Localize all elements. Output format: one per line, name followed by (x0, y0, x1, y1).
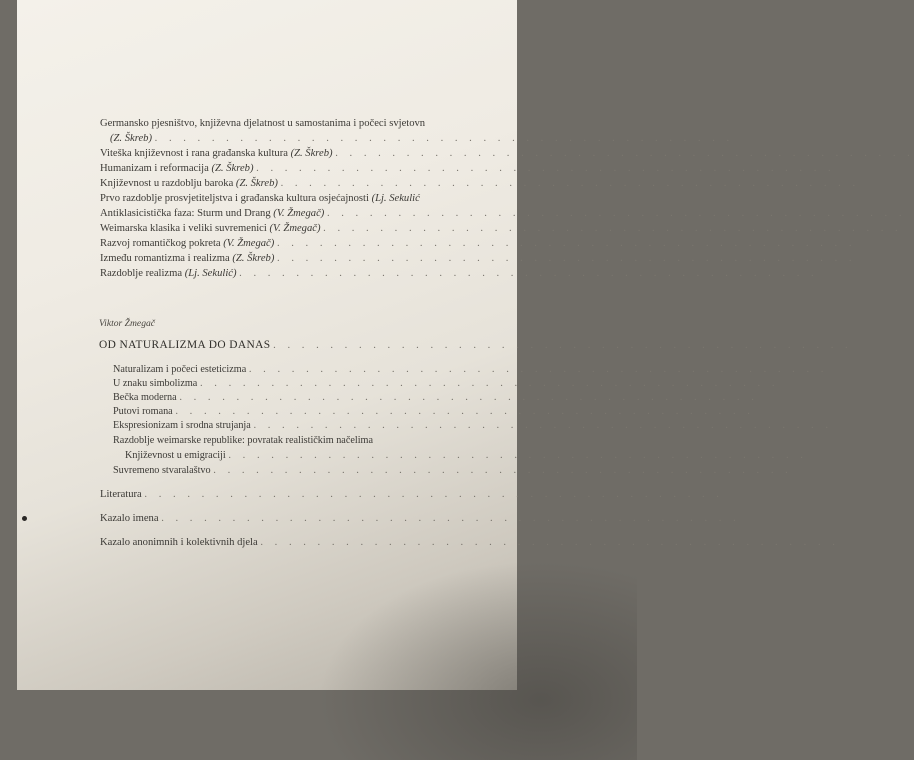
entry-author: (Z. Škreb) (290, 148, 333, 159)
dot-leader: . . . . . . . . . . . . . . . . . . . . . . . . . . . . . . . . . . . . . . . . . (161, 513, 741, 524)
dot-leader: . . . . . . . . . . . . . . . . . . . . . . . . . . . . . . . . . . . . . . . . . (280, 178, 860, 189)
toc-entry (100, 253, 857, 265)
toc-entry (100, 163, 836, 175)
entry-title: Humanizam i reformacija (100, 163, 209, 174)
dot-leader: . . . . . . . . . . . . . . . . . . . . . . . . . . . . . . . . . . . . . . . . . (213, 465, 793, 476)
entry-author: (Lj. Sekulić) (184, 268, 237, 279)
toc-entry (125, 450, 808, 462)
entry-author: (V. Žmegač) (269, 223, 321, 234)
dot-leader: . . . . . . . . . . . . . . . . . . . . . . . . . . . . . . . . . . . . . . . . . (179, 392, 759, 403)
entry-title: Književnost u razdoblju baroka (100, 178, 234, 189)
entry-title: Weimarska klasika i veliki suvremenici (100, 223, 267, 234)
entry-title: Između romantizma i realizma (100, 253, 230, 264)
toc-entry (100, 223, 903, 235)
dot-leader: . . . . . . . . . . . . . . . . . . . . . . . . . . . . . . . . . . . . . . . . . (256, 163, 836, 174)
toc-entry (100, 268, 819, 280)
entry-title: Bečka moderna (113, 392, 177, 403)
toc-entry (100, 238, 856, 250)
toc-entry (113, 420, 833, 432)
dot-leader: . . . . . . . . . . . . . . . . . . . . . . . . . . . . . . . . . . . . . . . . . (175, 406, 755, 417)
entry-title: Antiklasicistička faza: Sturm und Drang (100, 208, 271, 219)
toc-entry (113, 364, 828, 376)
entry-title: Ekspresionizam i srodna strujanja (113, 420, 251, 431)
dot-leader: . . . . . . . . . . . . . . . . . . . . . . . . . . . . . . . . . . . . . . . . . (277, 253, 857, 264)
entry-title: Razdoblje weimarske republike: povratak realističkim načelima (113, 435, 373, 446)
toc-entry (113, 465, 793, 477)
entry-author: (Z. Škreb) (235, 178, 278, 189)
toc-entry (100, 208, 906, 220)
dot-leader: . . . . . . . . . . . . . . . . . . . . . . . . . . . . . . . . . . . . . . . . . (276, 238, 856, 249)
toc-entry (99, 339, 853, 352)
toc-entry (110, 133, 734, 145)
toc-entry (113, 435, 373, 447)
entry-author: (Z. Škreb) (232, 253, 275, 264)
entry-title: U znaku simbolizma (113, 378, 198, 389)
entry-author: (Z. Škreb) (110, 133, 152, 144)
toc-entry (100, 118, 425, 130)
dot-leader: . . . . . . . . . . . . . . . . . . . . . . . . . . . . . . . . . . . . . . . . . (144, 489, 724, 500)
toc-entry (100, 148, 914, 160)
entry-author: (V. Žmegač) (223, 238, 275, 249)
entry-title: Viteška književnost i rana građanska kultura (100, 148, 288, 159)
entry-author: (V. Žmegač) (273, 208, 325, 219)
toc-entry (113, 406, 755, 418)
toc-entry (100, 489, 724, 501)
entry-title: Naturalizam i počeci esteticizma (113, 364, 247, 375)
dot-leader: . . . . . . . . . . . . . . . . . . . . . . . . . . . . . . . . . . . . . . . . . (248, 364, 828, 375)
dot-leader: . . . . . . . . . . . . . . . . . . . . . . . . . . . . . . . . . . . . . . . . . (199, 378, 779, 389)
section-title: OD NATURALIZMA DO DANAS (99, 339, 271, 351)
toc-entry (100, 537, 840, 549)
dot-leader: . . . . . . . . . . . . . . . . . . . . . . . . . . . . . . . . . . . . . . . . . (154, 133, 734, 144)
toc-entry (100, 513, 741, 525)
toc-entry (100, 178, 860, 190)
entry-title: Književnost u emigraciji (125, 450, 226, 461)
entry-title: Razdoblje realizma (100, 268, 183, 279)
entry-title: Kazalo imena (100, 513, 159, 524)
dot-leader: . . . . . . . . . . . . . . . . . . . . . . . . . . . . . . . . . . . . . . . . . (253, 420, 833, 431)
dot-leader: . . . . . . . . . . . . . . . . . . . . . . . . . . . . . . . . . . . . . . . . . (260, 537, 840, 548)
entry-title: Prvo razdoblje prosvjetiteljstva i građanska kultura osjećajnosti (100, 193, 369, 204)
dot-leader: . . . . . . . . . . . . . . . . . . . . . . . . . . . . . . . . . . . . . . . . . (228, 450, 808, 461)
dot-leader: . . . . . . . . . . . . . . . . . . . . . . . . . . . . . . . . . . . . . . . . . (239, 268, 819, 279)
dot-leader: . . . . . . . . . . . . . . . . . . . . . . . . . . . . . . . . . . . . . . . . . (323, 223, 903, 234)
entry-title: Razvoj romantičkog pokreta (100, 238, 221, 249)
ink-mark (22, 516, 27, 521)
entry-author: (Z. Škreb) (211, 163, 254, 174)
page-shadow (317, 560, 637, 760)
dot-leader: . . . . . . . . . . . . . . . . . . . . . . . . . . . . . . . . . . . . . . . . . (335, 148, 914, 159)
dot-leader: . . . . . . . . . . . . . . . . . . . . . . . . . . . . . . . . . . . . . . . . . (273, 340, 853, 351)
dot-leader: . . . . . . . . . . . . . . . . . . . . . . . . . . . . . . . . . . . . . . . . . (326, 208, 906, 219)
toc-entry (113, 378, 779, 390)
entry-title: Putovi romana (113, 406, 173, 417)
entry-title: Literatura (100, 489, 142, 500)
entry-title: Germansko pjesništvo, književna djelatnost u samostanima i počeci svjetovn (100, 118, 426, 129)
author-heading: Viktor Žmegač (99, 318, 156, 329)
entry-title: Kazalo anonimnih i kolektivnih djela (100, 537, 258, 548)
toc-entry (113, 392, 759, 404)
entry-title: Suvremeno stvaralaštvo (113, 465, 211, 476)
entry-author: (Lj. Sekulić (371, 193, 420, 204)
toc-entry (100, 193, 420, 205)
